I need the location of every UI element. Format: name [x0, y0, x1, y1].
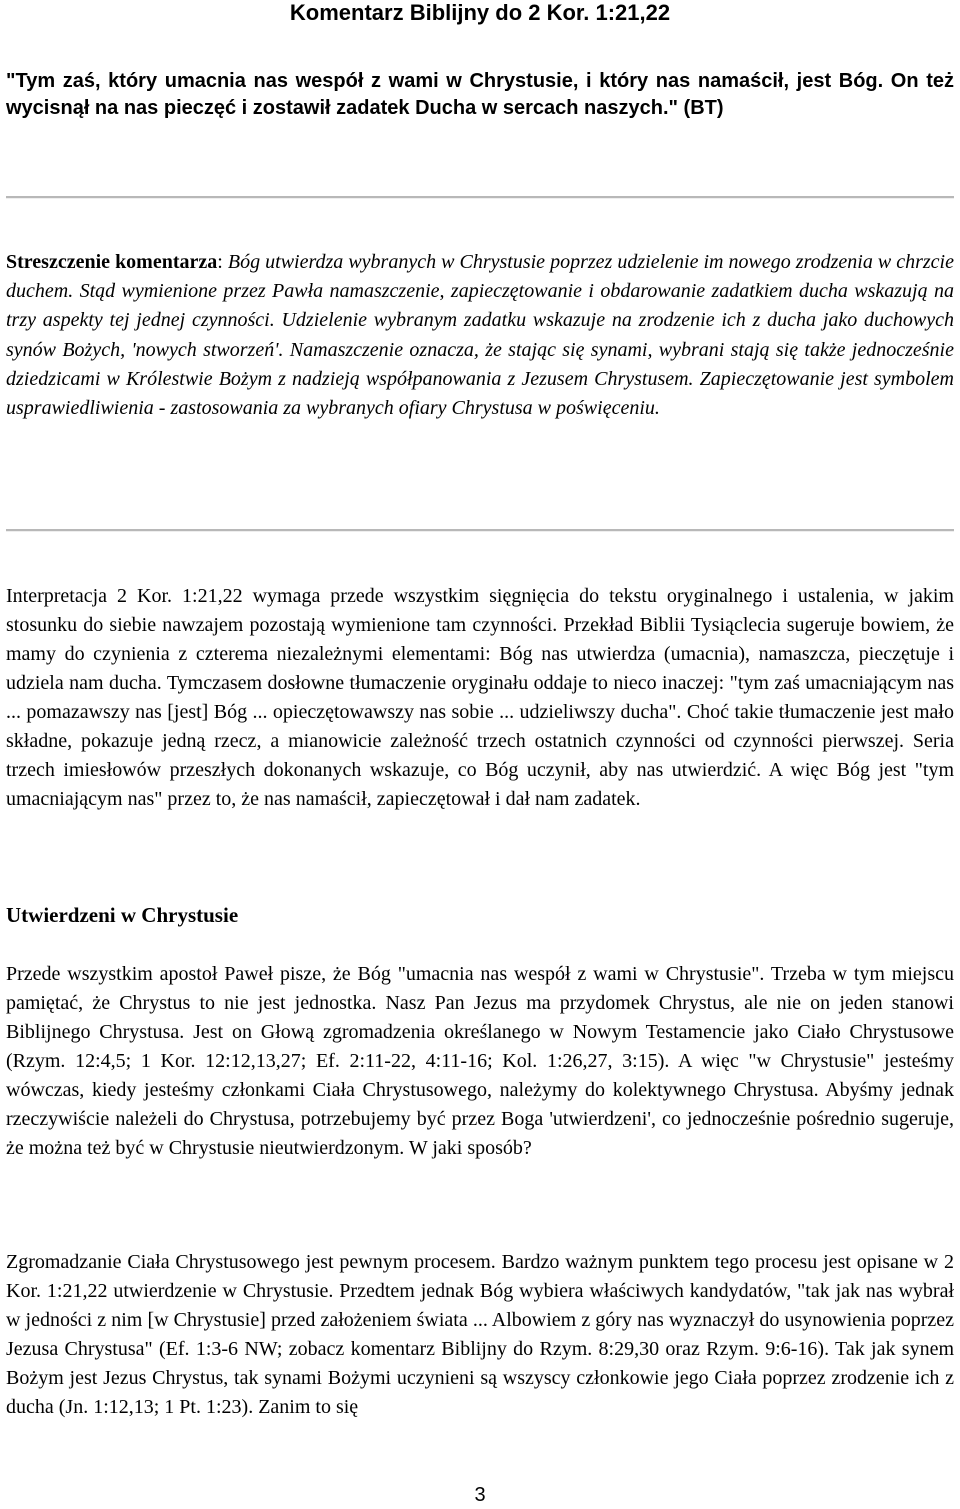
summary-separator: : — [217, 251, 223, 273]
horizontal-divider — [6, 196, 954, 199]
verse-quote: "Tym zaś, który umacnia nas wespół z wami w Chrystusie, i który nas namaścił, jest Bóg. On też wycisnął na nas pieczęć i zostawił zadatek Ducha w sercach naszych." (BT) — [6, 70, 954, 119]
page-number: 3 — [474, 1484, 486, 1506]
summary-text: Bóg utwierdza wybranych w Chrystusie poprzez udzielenie im nowego zrodzenia w chrzcie duchem. Stąd wymienione przez Pawła namaszczenie, zapieczętowanie i obdarowanie zadatkiem ducha wskazują na trzy aspekty tej jednej czynności. Udzielenie wybranym zadatku wskazuje na zrodzenie ich z ducha jako duchowych synów Bożych, 'nowych stworzeń'. Namaszczenie oznacza, że stając się synami, wybrani stają się także jednocześnie dziedzicami w Królestwie Bożym z nadzieją współpanowania z Jezusem Chrystusem. Zapieczętowanie jest symbolem usprawiedliwienia - zastosowania za wybranych ofiary Chrystusa w poświęceniu. — [6, 251, 954, 420]
body-paragraph: Zgromadzanie Ciała Chrystusowego jest pewnym procesem. Bardzo ważnym punktem tego procesu jest opisane w 2 Kor. 1:21,22 utwierdzenie w Chrystusie. Przedtem jednak Bóg wybiera właściwych kandydatów, "tak jak nas wybrał w jedności z nim [w Chrystusie] przed założeniem świata ... Albowiem z góry nas wyznaczył do usynowienia poprzez Jezusa Chrystusa" (Ef. 1:3-6 NW; zobacz komentarz Biblijny do Rzym. 8:29,30 oraz Rzym. 9:6-16). Tak jak synem Bożym jest Jezus Chrystus, tak synami Bożymi uczynieni są wszyscy członkowie jego Ciała poprzez zrodzenie ich z ducha (Jn. 1:12,13; 1 Pt. 1:23). Zanim to się — [6, 1251, 954, 1418]
commentary-summary — [6, 248, 954, 423]
document-title: Komentarz Biblijny do 2 Kor. 1:21,22 — [289, 0, 671, 25]
horizontal-divider — [6, 529, 954, 532]
body-paragraph: Przede wszystkim apostoł Paweł pisze, że Bóg "umacnia nas wespół z wami w Chrystusie". Trzeba w tym miejscu pamiętać, że Chrystus to nie jest jednostka. Nasz Pan Jezus ma przydomek Chrystus, ale nie on jeden stanowi Biblijnego Chrystusa. Jest on Głową zgromadzenia określanego w Nowym Testamencie jako Ciało Chrystusowe (Rzym. 12:4,5; 1 Kor. 12:12,13,27; Ef. 2:11-22, 4:11-16; Kol. 1:26,27, 3:15). A więc "w Chrystusie" jesteśmy wówczas, kiedy jesteśmy członkami Ciała Chrystusowego, należymy do kolektywnego Chrystusa. Abyśmy jednak rzeczywiście należeli do Chrystusa, potrzebujemy być przez Boga 'utwierdzeni', co jednocześnie pośrednio sugeruje, że można też być w Chrystusie nieutwierdzonym. W jaki sposób? — [6, 963, 954, 1159]
summary-label: Streszczenie komentarza — [6, 251, 218, 273]
body-paragraph: Interpretacja 2 Kor. 1:21,22 wymaga przede wszystkim sięgnięcia do tekstu oryginalnego i ustalenia, w jakim stosunku do siebie nawzajem pozostają wymienione tam czynności. Przekład Biblii Tysiąclecia sugeruje bowiem, że mamy do czynienia z czterema niezależnymi elementami: Bóg nas utwierdza (umacnia), namaszcza, pieczętuje i udziela nam ducha. Tymczasem dosłowne tłumaczenie oryginału oddaje to nieco inaczej: "tym zaś umacniającym nas ... pomazawszy nas [jest] Bóg ... opieczętowawszy nas sobie ... udzieliwszy ducha". Choć takie tłumaczenie jest mało składne, pokazuje jedną rzecz, a mianowicie zależność trzech ostatnich czynności od czynności pierwszej. Seria trzech imiesłowów przeszłych dokonanych wskazuje, co Bóg uczynił, aby nas utwierdzić. A więc Bóg jest "tym umacniającym nas" przez to, że nas namaścił, zapieczętował i dał nam zadatek. — [6, 585, 954, 810]
section-heading: Utwierdzeni w Chrystusie — [6, 903, 239, 927]
